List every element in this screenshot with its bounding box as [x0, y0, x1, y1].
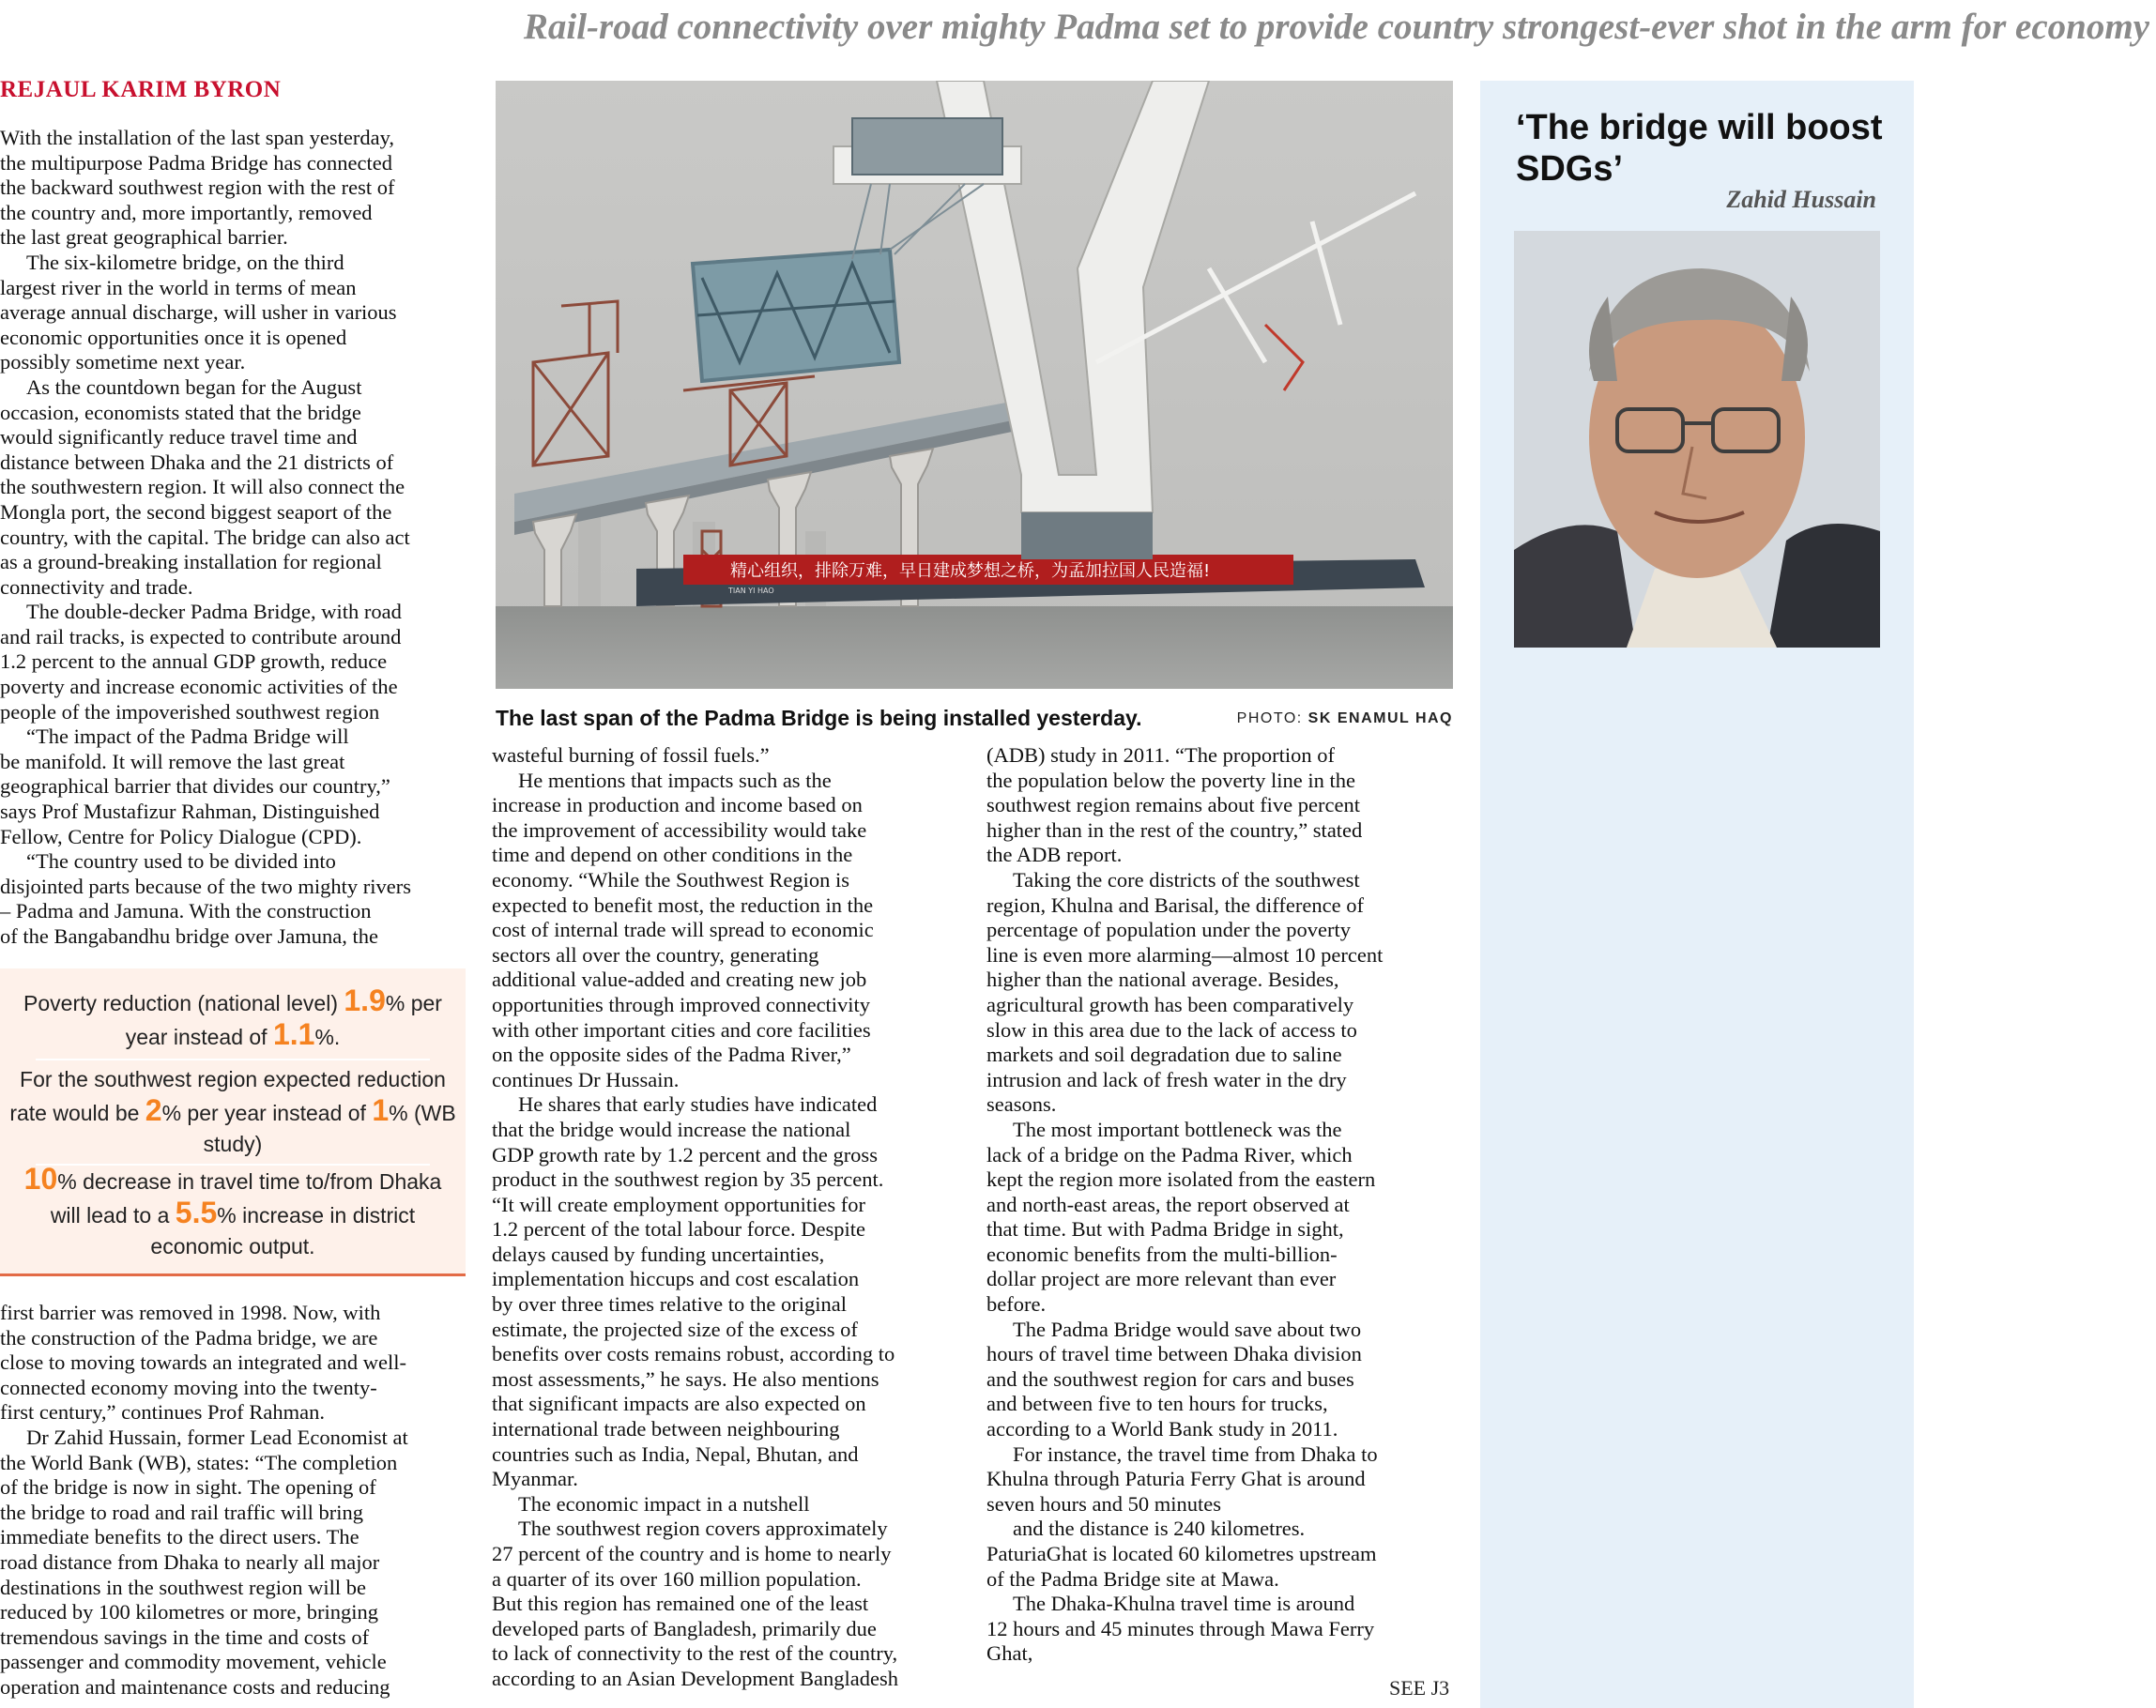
- text-line: agricultural growth has been comparatively: [986, 992, 1354, 1016]
- text-line: the multipurpose Padma Bridge has connected: [0, 150, 393, 175]
- text-line: geographical barrier that divides our country,”: [0, 774, 390, 799]
- text-line: economy. “While the Southwest Region is: [492, 867, 849, 892]
- text-line: 27 percent of the country and is home to nearly: [492, 1542, 892, 1565]
- text-line: would significantly reduce travel time and: [0, 425, 358, 450]
- text-line: “The country used to be divided into: [26, 849, 336, 874]
- fact-travel-time: 10% decrease in travel time to/from Dhaka will lead to a 5.5% increase in district economic output.: [23, 1162, 442, 1258]
- text-line: kept the region more isolated from the eastern: [986, 1167, 1376, 1192]
- barge-name: TIAN YI HAO: [728, 587, 774, 595]
- padma-bridge-construction-image: [496, 81, 1453, 689]
- text-line: – Padma and Jamuna. With the construction: [0, 899, 372, 923]
- text-line: As the countdown began for the August: [26, 374, 362, 399]
- text-line: Khulna through Paturia Ferry Ghat is around: [986, 1467, 1366, 1491]
- photo-credit: PHOTO: SK ENAMUL HAQ: [1236, 710, 1453, 726]
- article-column-1-bottom: [0, 1301, 466, 1700]
- text-line: the backward southwest region with the rest of: [0, 175, 395, 200]
- text-line: percentage of population under the poverty: [986, 918, 1351, 942]
- photo-caption: The last span of the Padma Bridge is being installed yesterday.: [496, 706, 1142, 730]
- text-line: Taking the core districts of the southwest: [1013, 867, 1360, 892]
- text-line: by over three times relative to the original: [492, 1292, 847, 1317]
- text-line: that time. But with Padma Bridge in sight,: [986, 1217, 1344, 1242]
- text-line: PaturiaGhat is located 60 kilometres upstream: [986, 1542, 1377, 1565]
- text-line: tremendous savings in the time and costs of: [0, 1624, 370, 1649]
- text-line: 1.2 percent of the total labour force. Despite: [492, 1217, 865, 1242]
- fact-poverty-southwest: For the southwest region expected reduction rate would be 2% per year instead of 1% (WB study): [9, 1067, 456, 1156]
- text-line: first barrier was removed in 1998. Now, with: [0, 1301, 381, 1324]
- text-line: connected economy moving into the twenty-: [0, 1375, 377, 1399]
- text-line: line is even more alarming—almost 10 percent: [986, 942, 1384, 967]
- text-line: the World Bank (WB), states: “The completion: [0, 1450, 398, 1474]
- text-line: time and depend on other conditions in the: [492, 843, 853, 867]
- text-line: first century,” continues Prof Rahman.: [0, 1400, 325, 1425]
- text-line: road distance from Dhaka to nearly all major: [0, 1549, 380, 1574]
- text-line: international trade between neighbouring: [492, 1417, 840, 1441]
- text-line: according to an Asian Development Bangladesh: [492, 1666, 899, 1690]
- text-line: sectors all over the country, generating: [492, 942, 819, 967]
- text-line: The Dhaka-Khulna travel time is around: [1013, 1592, 1355, 1616]
- text-line: the southwestern region. It will also connect the: [0, 475, 405, 499]
- text-line: that significant impacts are also expected on: [492, 1392, 866, 1416]
- text-line: be manifold. It will remove the last great: [0, 749, 345, 773]
- text-line: economic opportunities once it is opened: [0, 325, 347, 349]
- text-line: additional value-added and creating new job: [492, 968, 867, 992]
- text-line: with other important cities and core facilities: [492, 1017, 871, 1042]
- text-line: The most important bottleneck was the: [1013, 1117, 1342, 1141]
- text-line: close to moving towards an integrated and well-: [0, 1350, 407, 1375]
- text-line: markets and soil degradation due to saline: [986, 1043, 1342, 1067]
- text-line: But this region has remained one of the least: [492, 1592, 869, 1616]
- text-line: the country and, more importantly, removed: [0, 200, 373, 224]
- text-line: seven hours and 50 minutes: [986, 1491, 1221, 1516]
- sidebar-quote: ‘The bridge will boost SDGs’: [1516, 108, 1883, 189]
- text-line: destinations in the southwest region will be: [0, 1575, 366, 1599]
- text-line: higher than the national average. Besides,: [986, 968, 1339, 992]
- text-line: The Padma Bridge would save about two: [1013, 1317, 1362, 1341]
- text-line: according to a World Bank study in 2011.: [986, 1417, 1338, 1441]
- author-portrait: [1514, 231, 1880, 648]
- text-line: occasion, economists stated that the bridge: [0, 400, 361, 424]
- text-line: delays caused by funding uncertainties,: [492, 1242, 825, 1266]
- text-line: For instance, the travel time from Dhaka to: [1013, 1441, 1378, 1466]
- text-line: The southwest region covers approximately: [518, 1517, 888, 1541]
- text-line: Ghat,: [986, 1641, 1033, 1666]
- text-line: southwest region remains about five percent: [986, 793, 1361, 817]
- text-line: poverty and increase economic activities of the: [0, 675, 398, 699]
- text-line: country, with the capital. The bridge can also act: [0, 525, 410, 549]
- text-line: and north-east areas, the report observed at: [986, 1192, 1350, 1216]
- text-line: possibly sometime next year.: [0, 350, 246, 374]
- text-line: the construction of the Padma bridge, we are: [0, 1325, 378, 1350]
- fact-poverty-national: Poverty reduction (national level) 1.9% per year instead of 1.1%.: [23, 984, 442, 1051]
- text-line: connectivity and trade.: [0, 574, 193, 599]
- text-line: increase in production and income based on: [492, 793, 863, 817]
- fact-divider: [36, 1059, 430, 1060]
- text-line: wasteful burning of fossil fuels.”: [492, 743, 770, 767]
- text-line: cost of internal trade will spread to economic: [492, 918, 874, 942]
- sidebar: [1480, 81, 1914, 1708]
- text-line: passenger and commodity movement, vehicle: [0, 1650, 387, 1674]
- text-line: as a ground-breaking installation for regional: [0, 550, 382, 574]
- text-line: and the southwest region for cars and buses: [986, 1366, 1354, 1391]
- text-line: expected to benefit most, the reduction in the: [492, 892, 874, 917]
- text-line: Myanmar.: [492, 1467, 578, 1491]
- sidebar-author: Zahid Hussain: [1726, 186, 1876, 213]
- text-line: The six-kilometre bridge, on the third: [26, 250, 344, 274]
- text-line: estimate, the projected size of the excess of: [492, 1317, 858, 1341]
- text-line: countries such as India, Nepal, Bhutan, and: [492, 1441, 859, 1466]
- text-line: before.: [986, 1292, 1047, 1317]
- text-line: He mentions that impacts such as the: [518, 768, 832, 792]
- text-line: to lack of connectivity to the rest of the country,: [492, 1641, 898, 1666]
- text-line: says Prof Mustafizur Rahman, Distinguished: [0, 800, 380, 824]
- text-line: most assessments,” he says. He also mentions: [492, 1366, 879, 1391]
- text-line: benefits over costs remains robust, according to: [492, 1342, 895, 1366]
- text-line: dollar project are more relevant than ever: [986, 1267, 1337, 1291]
- headline: Rail-road connectivity over mighty Padma set to provide country strongest-ever shot in the arm for economy: [523, 7, 2149, 47]
- text-line: intrusion and lack of fresh water in the dry: [986, 1067, 1347, 1091]
- text-line: continues Dr Hussain.: [492, 1067, 680, 1091]
- text-line: With the installation of the last span yesterday,: [0, 126, 395, 149]
- text-line: region, Khulna and Barisal, the difference of: [986, 892, 1364, 917]
- photo-caption-bar: [496, 706, 1453, 731]
- article-column-2: [492, 743, 961, 1692]
- text-line: product in the southwest region by 35 percent.: [492, 1167, 884, 1192]
- text-line: operation and maintenance costs and reducing: [0, 1674, 390, 1699]
- text-line: the population below the poverty line in the: [986, 768, 1356, 792]
- text-line: implementation hiccups and cost escalation: [492, 1267, 860, 1291]
- text-line: Fellow, Centre for Policy Dialogue (CPD).: [0, 824, 362, 848]
- byline: REJAUL KARIM BYRON: [0, 77, 282, 102]
- text-line: hours of travel time between Dhaka division: [986, 1342, 1362, 1366]
- text-line: The double-decker Padma Bridge, with road: [26, 600, 402, 624]
- text-line: (ADB) study in 2011. “The proportion of: [986, 743, 1335, 767]
- text-line: the improvement of accessibility would take: [492, 817, 867, 842]
- text-line: that the bridge would increase the national: [492, 1117, 851, 1141]
- zahid-hussain-photo: [1514, 231, 1880, 648]
- text-line: and the distance is 240 kilometres.: [1013, 1517, 1306, 1541]
- text-line: largest river in the world in terms of mean: [0, 275, 357, 299]
- text-line: developed parts of Bangladesh, primarily due: [492, 1616, 877, 1640]
- article-column-1-top: [0, 126, 466, 950]
- text-line: The economic impact in a nutshell: [518, 1491, 810, 1516]
- text-line: a quarter of its over 160 million population.: [492, 1566, 862, 1591]
- barge-banner: 精心组织，排除万难，早日建成梦想之桥，为孟加拉国人民造福!: [730, 561, 1211, 581]
- continued-on-reference: SEE J3: [1389, 1676, 1450, 1700]
- text-line: people of the impoverished southwest region: [0, 699, 380, 724]
- text-line: and between five to ten hours for trucks,: [986, 1392, 1328, 1416]
- text-line: disjointed parts because of the two mighty rivers: [0, 874, 412, 898]
- text-line: the ADB report.: [986, 843, 1123, 867]
- text-line: of the bridge is now in sight. The opening of: [0, 1475, 376, 1500]
- text-line: slow in this area due to the lack of access to: [986, 1017, 1357, 1042]
- text-line: the last great geographical barrier.: [0, 225, 288, 250]
- text-line: 12 hours and 45 minutes through Mawa Ferry: [986, 1616, 1375, 1640]
- text-line: of the Bangabandhu bridge over Jamuna, the: [0, 924, 379, 948]
- text-line: of the Padma Bridge site at Mawa.: [986, 1566, 1279, 1591]
- text-line: higher than in the rest of the country,” stated: [986, 817, 1363, 842]
- text-line: seasons.: [986, 1092, 1057, 1117]
- text-line: 1.2 percent to the annual GDP growth, reduce: [0, 649, 388, 674]
- text-line: lack of a bridge on the Padma River, which: [986, 1142, 1353, 1167]
- text-line: Mongla port, the second biggest seaport of the: [0, 499, 392, 524]
- text-line: He shares that early studies have indicated: [518, 1092, 878, 1117]
- text-line: “It will create employment opportunities for: [492, 1192, 866, 1216]
- text-line: distance between Dhaka and the 21 districts of: [0, 450, 394, 474]
- article-column-3: [986, 743, 1456, 1667]
- text-line: Dr Zahid Hussain, former Lead Economist at: [26, 1425, 408, 1449]
- bridge-photo: [496, 81, 1453, 689]
- text-line: average annual discharge, will usher in various: [0, 300, 397, 325]
- text-line: reduced by 100 kilometres or more, bringing: [0, 1600, 379, 1624]
- factbox: [0, 968, 466, 1276]
- text-line: immediate benefits to the direct users. The: [0, 1525, 359, 1549]
- text-line: opportunities through improved connectivity: [492, 992, 871, 1016]
- text-line: and rail tracks, is expected to contribute around: [0, 624, 402, 648]
- text-line: on the opposite sides of the Padma River,”: [492, 1043, 851, 1067]
- text-line: GDP growth rate by 1.2 percent and the gross: [492, 1142, 878, 1167]
- text-line: “The impact of the Padma Bridge will: [26, 724, 349, 749]
- text-line: the bridge to road and rail traffic will bring: [0, 1500, 363, 1524]
- text-line: economic benefits from the multi-billion-: [986, 1242, 1338, 1266]
